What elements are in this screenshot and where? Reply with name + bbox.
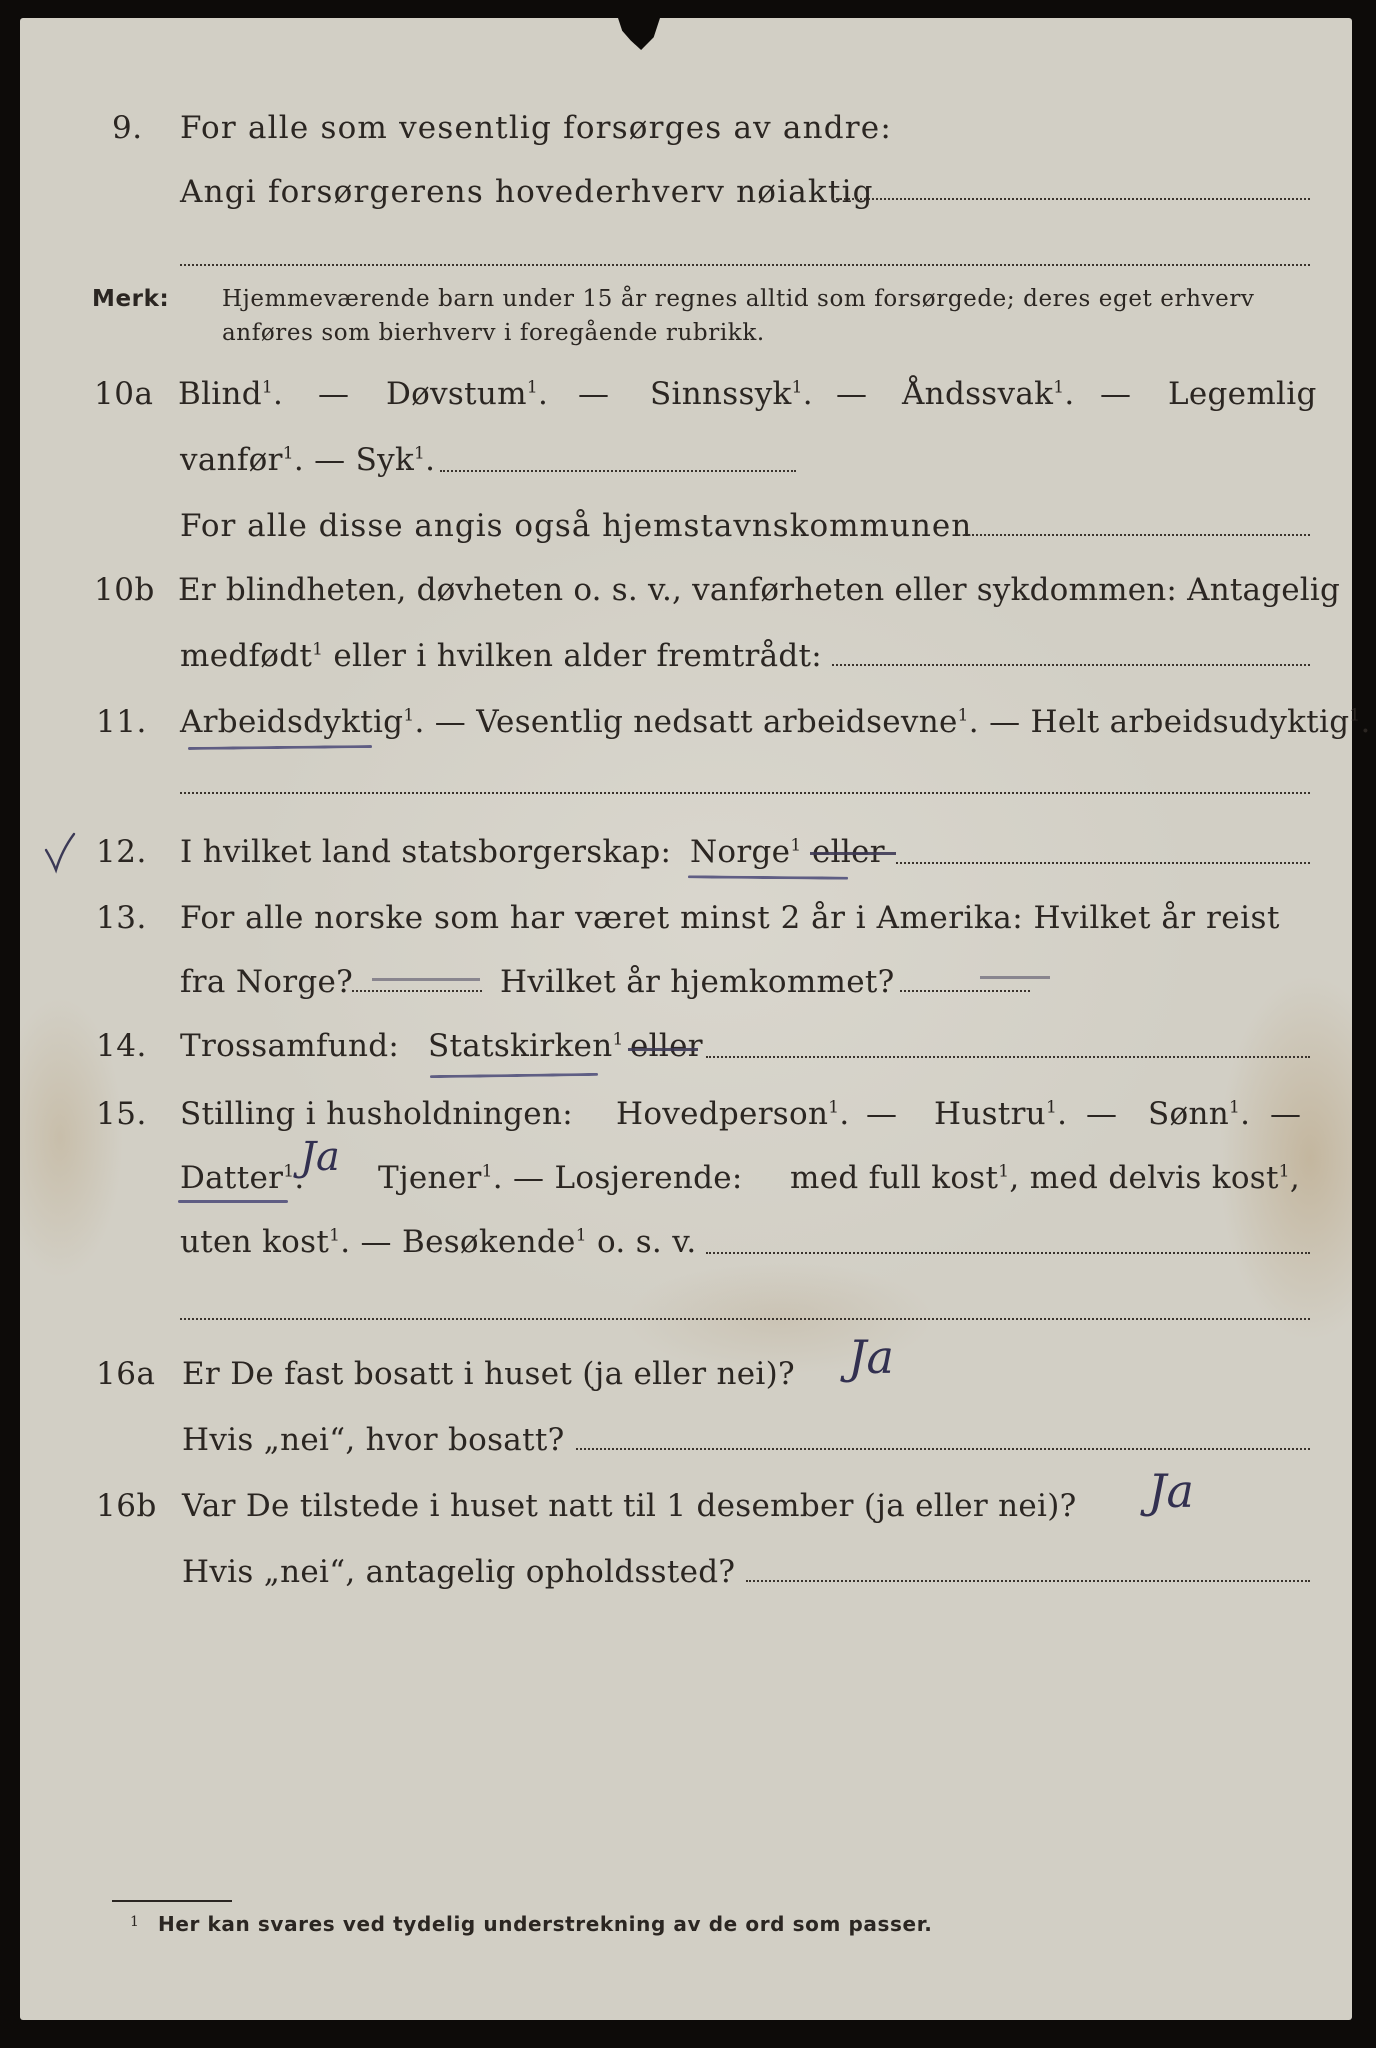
q10a-dovstum: Døvstum$^1$. [386,376,549,412]
q10a-blind: Blind$^1$. [178,376,284,412]
q10b-number: 10b [94,572,155,608]
q13-fra: fra Norge? [180,964,354,1000]
q14-number: 14. [96,1028,147,1064]
q12-number: 12. [96,834,147,870]
q9-answer-line[interactable] [832,198,1310,200]
q15-line3: uten kost$^1$. — Besøkende$^1$ o. s. v. [180,1224,697,1260]
dash: — [318,376,350,412]
q14-answer-line[interactable] [706,1056,1310,1058]
footnote-rule [112,1900,232,1902]
q10b-line2: medfødt$^1$ eller i hvilken alder fremtrådt: [180,638,823,674]
q14-label: Trossamfund: [180,1028,400,1064]
q15-hustru: Hustru$^1$. [934,1096,1068,1132]
q13-number: 13. [96,900,147,936]
q15-full: med full kost$^1$, med delvis kost$^1$, [790,1160,1301,1196]
q13-year-line[interactable] [352,990,482,992]
datter-underline [178,1200,288,1203]
q10a-line3: For alle disse angis også hjemstavnskommunen [180,508,973,544]
q9-line2: Angi forsørgerens hovederhverv nøiaktig [180,174,874,210]
q10a-andssvak: Åndssvak$^1$. [902,376,1075,412]
q16b-handwritten-answer: Ja [1148,1464,1194,1518]
pencil-dash [980,976,1050,979]
eller-strikethrough [810,852,896,855]
dash: — [1086,1096,1118,1132]
q9-number: 9. [112,110,143,146]
q16b-answer-line[interactable] [746,1580,1310,1582]
q16a-answer-line[interactable] [576,1448,1310,1450]
q10a-sinnssyk: Sinnssyk$^1$. [650,376,813,412]
footnote-text: Her kan svares ved tydelig understrekning av de ord som passer. [158,1912,933,1936]
q15-handwritten-answer: Ja [300,1134,340,1180]
q13-hjem: Hvilket år hjemkommet? [500,964,895,1000]
q15-hovedperson: Hovedperson$^1$. [616,1096,850,1132]
q15-datter: Datter$^1$. [180,1160,305,1196]
q10a-legemlig: Legemlig [1168,376,1317,412]
q11-answer-line[interactable] [180,792,1310,794]
q10b-answer-line[interactable] [832,664,1310,666]
q10b-line1: Er blindheten, døvheten o. s. v., vanførheten eller sykdommen: Antagelig [178,572,1341,608]
q16b-number: 16b [96,1488,157,1524]
q12-norge: Norge$^1$ [690,834,802,870]
q15-label: Stilling i husholdningen: [180,1096,573,1132]
q16b-sub: Hvis „nei“, antagelig opholdssted? [182,1554,736,1590]
dash: — [836,376,868,412]
merk-label: Merk: [92,286,170,312]
dash: — [866,1096,898,1132]
q11-options: Arbeidsdyktig$^1$. — Vesentlig nedsatt arbeidsevne$^1$. — Helt arbeidsudyktig$^1$. [180,704,1371,740]
check-mark-icon [42,830,78,874]
merk-line1: Hjemmeværende barn under 15 år regnes alltid som forsørgede; deres eget erhverv [222,286,1255,312]
q15-number: 15. [96,1096,147,1132]
dash: — [1100,376,1132,412]
q10a-vanfor: vanfør$^1$. — Syk$^1$. [180,442,436,478]
q9-line1: For alle som vesentlig forsørges av andre: [180,110,892,146]
q14-eller: eller [630,1028,703,1064]
q12-question: I hvilket land statsborgerskap: [180,834,672,870]
q13-line1: For alle norske som har været minst 2 år i Amerika: Hvilket år reist [180,900,1280,936]
merk-line2: anføres som bierhverv i foregående rubrikk. [222,320,765,346]
q16b-question: Var De tilstede i huset natt til 1 desember (ja eller nei)? [182,1488,1077,1524]
dash: — [578,376,610,412]
q13-hjem-line[interactable] [900,990,1030,992]
dash: — [1270,1096,1302,1132]
q16a-question: Er De fast bosatt i huset (ja eller nei)? [182,1356,795,1392]
q16a-handwritten-answer: Ja [848,1330,894,1384]
pencil-dash [372,978,480,981]
eller-strikethrough [628,1048,698,1051]
q15-answer-line[interactable] [706,1252,1310,1254]
q15-sonn: Sønn$^1$. [1148,1096,1251,1132]
q10a-number: 10a [94,376,154,412]
q16a-number: 16a [96,1356,156,1392]
q16a-sub: Hvis „nei“, hvor bosatt? [182,1422,565,1458]
q15-answer-line-2[interactable] [180,1318,1310,1320]
q10a-answer-line[interactable] [440,470,796,472]
q11-number: 11. [96,704,147,740]
q15-tjener: Tjener$^1$. — Losjerende: [378,1160,743,1196]
footnote-mark: 1 [130,1914,139,1930]
q14-statskirken: Statskirken$^1$ [428,1028,624,1064]
q10a-hjemstavn-line[interactable] [964,534,1310,536]
q9-answer-line-2[interactable] [180,264,1310,266]
q12-answer-line[interactable] [896,862,1310,864]
q12-eller: eller [812,834,885,870]
census-form-page [20,18,1352,2020]
